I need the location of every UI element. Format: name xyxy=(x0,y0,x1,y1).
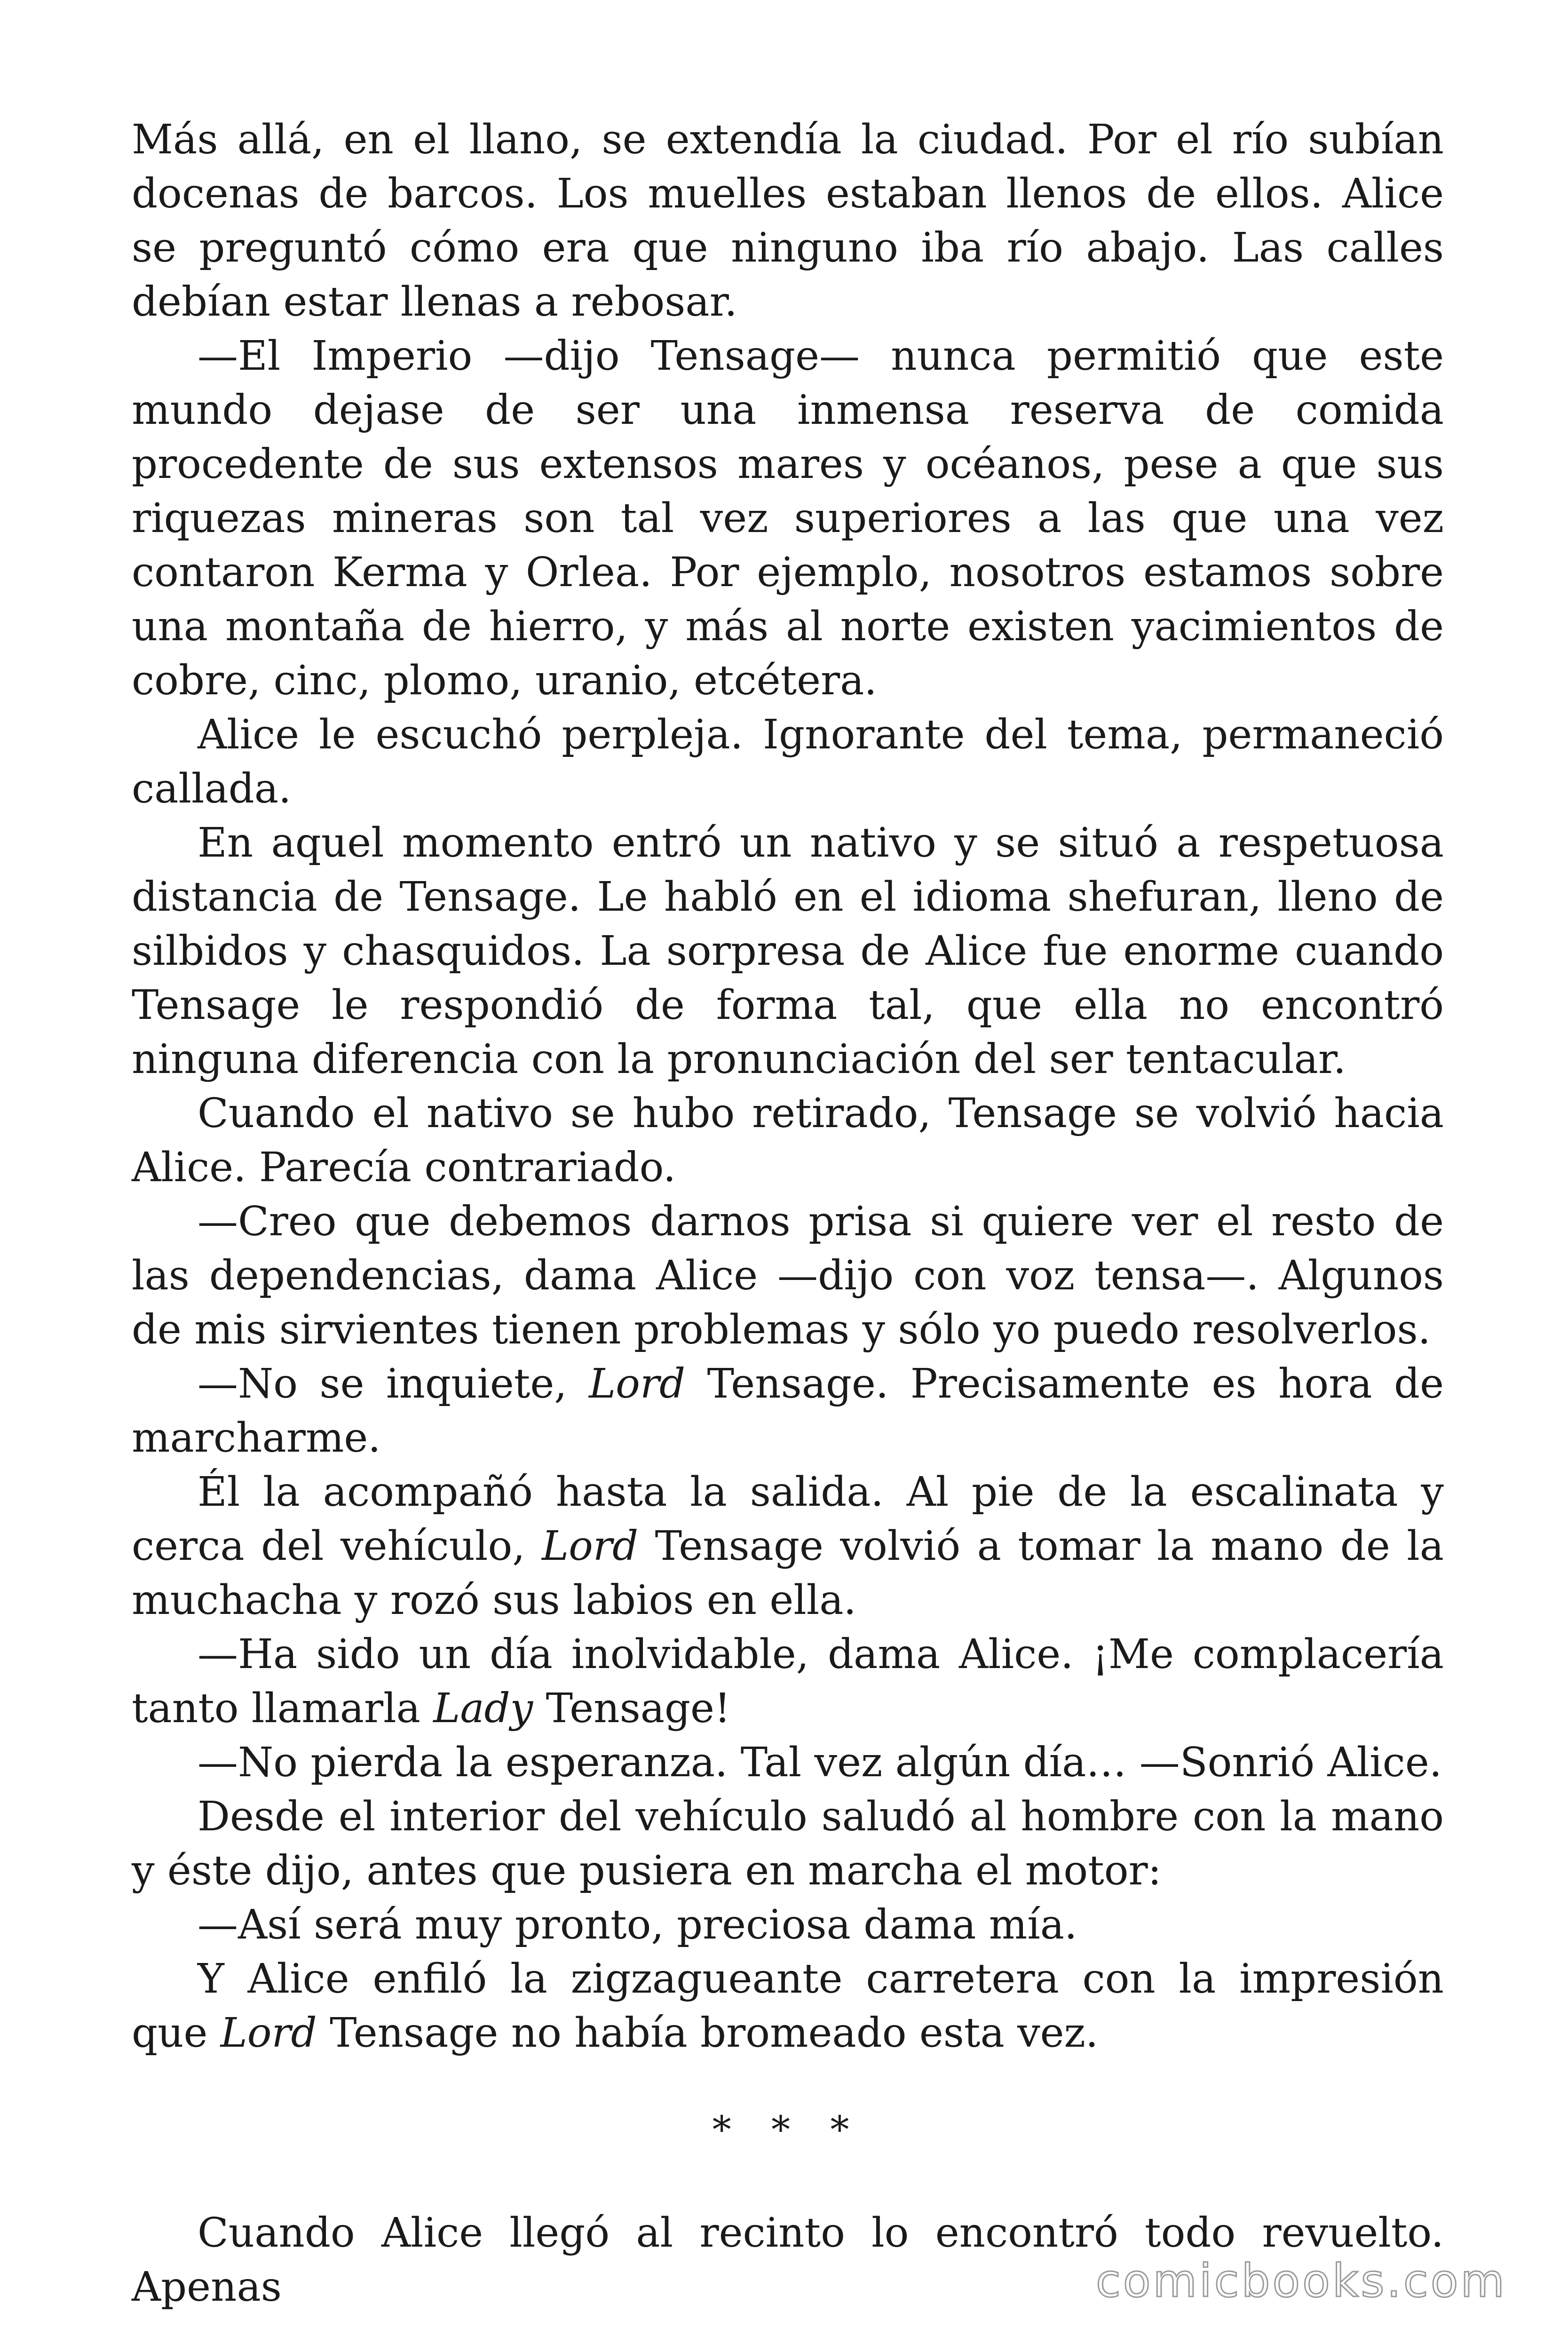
paragraph xyxy=(132,1087,1444,1195)
paragraph-text: —El Imperio —dijo Tensage— nunca permitió que este mundo dejase de ser una inmensa reserva de comida procedente de sus extensos mares y océanos, pese a que sus riquezas mineras son tal vez superiores a las que una vez contaron Kerma y Orlea. Por ejemplo, nosotros estamos sobre una montaña de hierro, y más al norte existen yacimientos de cobre, cinc, plomo, uranio, etcétera. xyxy=(132,333,1444,704)
paragraph xyxy=(132,1195,1444,1357)
paragraph xyxy=(132,1952,1444,2060)
paragraph xyxy=(132,1790,1444,1898)
paragraph-text: Tensage no había bromeado esta vez. xyxy=(317,2010,1099,2057)
paragraph xyxy=(132,1628,1444,1736)
italic-text: Lord xyxy=(589,1360,686,1407)
paragraph-text: Él la acompañó hasta la salida. Al pie de la escalinata y cerca del vehículo, xyxy=(132,1469,1444,1570)
book-page xyxy=(132,113,1444,2314)
text-block-before-separator xyxy=(132,113,1444,2060)
paragraph-text: —No se inquiete, xyxy=(198,1360,589,1407)
paragraph-text: Tensage. Precisamente es hora de marcharme. xyxy=(132,1360,1444,1462)
paragraph-text: —Creo que debemos darnos prisa si quiere ver el resto de las dependencias, dama Alice —dijo con voz tensa—. Algunos de mis sirvientes tienen problemas y sólo yo puedo resolverlos. xyxy=(132,1198,1444,1353)
paragraph-text: Y Alice enfiló la zigzagueante carretera con la impresión que xyxy=(132,1955,1444,2057)
paragraph xyxy=(132,708,1444,816)
paragraph xyxy=(132,816,1444,1087)
paragraph xyxy=(132,1465,1444,1628)
italic-text: Lord xyxy=(542,1523,639,1570)
watermark-logo: comicbooks.com xyxy=(1095,2255,1507,2307)
paragraph-text: Cuando Alice llegó al recinto lo encontró todo revuelto. Apenas xyxy=(132,2209,1444,2311)
italic-text: Lord xyxy=(220,2010,317,2057)
paragraph-text: En aquel momento entró un nativo y se situó a respetuosa distancia de Tensage. Le habló en el idioma shefuran, lleno de silbidos y chasquidos. La sorpresa de Alice fue enorme cuando Tensage le respondió de forma tal, que ella no encontró ninguna diferencia con la pronunciación del ser tentacular. xyxy=(132,819,1444,1083)
scene-separator: * * * xyxy=(712,2108,863,2152)
paragraph xyxy=(132,113,1444,329)
italic-text: Lady xyxy=(433,1685,533,1732)
paragraph-text: —Ha sido un día inolvidable, dama Alice. ¡Me complacería tanto llamarla xyxy=(132,1631,1444,1732)
paragraph-text: —Así será muy pronto, preciosa dama mía. xyxy=(198,1901,1077,1948)
paragraph-text: Cuando el nativo se hubo retirado, Tensage se volvió hacia Alice. Parecía contrariado. xyxy=(132,1090,1444,1191)
paragraph-text: Tensage volvió a tomar la mano de la muchacha y rozó sus labios en ella. xyxy=(132,1523,1444,1624)
paragraph-text: Alice le escuchó perpleja. Ignorante del tema, permaneció callada. xyxy=(132,711,1444,812)
paragraph-text: Desde el interior del vehículo saludó al hombre con la mano y éste dijo, antes que pusiera en marcha el motor: xyxy=(132,1793,1444,1894)
paragraph-text: Tensage! xyxy=(533,1685,731,1732)
paragraph xyxy=(132,1898,1444,1952)
paragraph xyxy=(132,1357,1444,1465)
paragraph xyxy=(132,1736,1444,1790)
paragraph xyxy=(132,329,1444,708)
paragraph-text: Más allá, en el llano, se extendía la ciudad. Por el río subían docenas de barcos. Los muelles estaban llenos de ellos. Alice se preguntó cómo era que ninguno iba río abajo. Las calles debían estar llenas a rebosar. xyxy=(132,116,1444,326)
paragraph-text: —No pierda la esperanza. Tal vez algún día… —Sonrió Alice. xyxy=(198,1739,1442,1786)
